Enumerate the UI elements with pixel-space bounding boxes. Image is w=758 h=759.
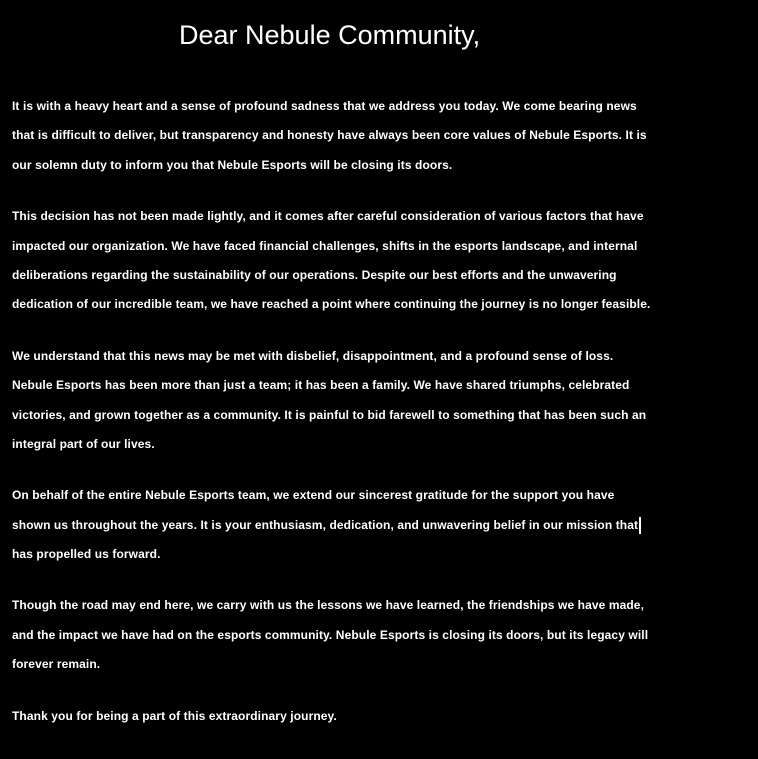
text-line [12,511,712,540]
text-line: integral part of our lives. [12,436,155,451]
text-line: our solemn duty to inform you that Nebule Esports will be closing its doors. [12,157,453,172]
text-line: Thank you for being a part of this extraordinary journey. [12,708,337,723]
text-line: has propelled us forward. [12,547,161,562]
text-line: This decision has not been made lightly, and it comes after careful consideration of various factors that have [12,209,644,224]
paragraph-opening [12,92,712,180]
text-line: dedication of our incredible team, we have reached a point where continuing the journey is no longer feasible. [12,297,651,312]
paragraph-legacy [12,591,712,679]
text-line: and the impact we have had on the esports community. Nebule Esports is closing its doors, but its legacy will [12,627,649,642]
paragraph-understanding [12,342,712,460]
text-line: On behalf of the entire Nebule Esports team, we extend our sincerest gratitude for the support you have [12,488,615,503]
text-line-content: shown us throughout the years. It is your enthusiasm, dedication, and unwavering belief in our mission that [12,517,639,532]
text-line: that is difficult to deliver, but transparency and honesty have always been core values of Nebule Esports. It is [12,128,647,143]
text-line: Though the road may end here, we carry with us the lessons we have learned, the friendships we have made, [12,598,645,613]
text-line: impacted our organization. We have faced financial challenges, shifts in the esports landscape, and internal [12,238,638,253]
letter-title: Dear Nebule Community, [179,20,481,50]
text-line: Nebule Esports has been more than just a team; it has been a family. We have shared triumphs, celebrated [12,378,630,393]
letter-body[interactable] [12,92,712,753]
text-line: forever remain. [12,657,101,672]
text-line: It is with a heavy heart and a sense of profound sadness that we address you today. We come bearing news [12,99,637,113]
text-line: We understand that this news may be met with disbelief, disappointment, and a profound sense of loss. [12,348,614,363]
text-line: victories, and grown together as a community. It is painful to bid farewell to something that has been such an [12,407,647,422]
text-line: deliberations regarding the sustainability of our operations. Despite our best efforts and the unwavering [12,267,617,282]
paragraph-gratitude [12,481,712,569]
paragraph-closing [12,702,712,731]
paragraph-decision [12,202,712,320]
text-cursor [639,517,641,534]
